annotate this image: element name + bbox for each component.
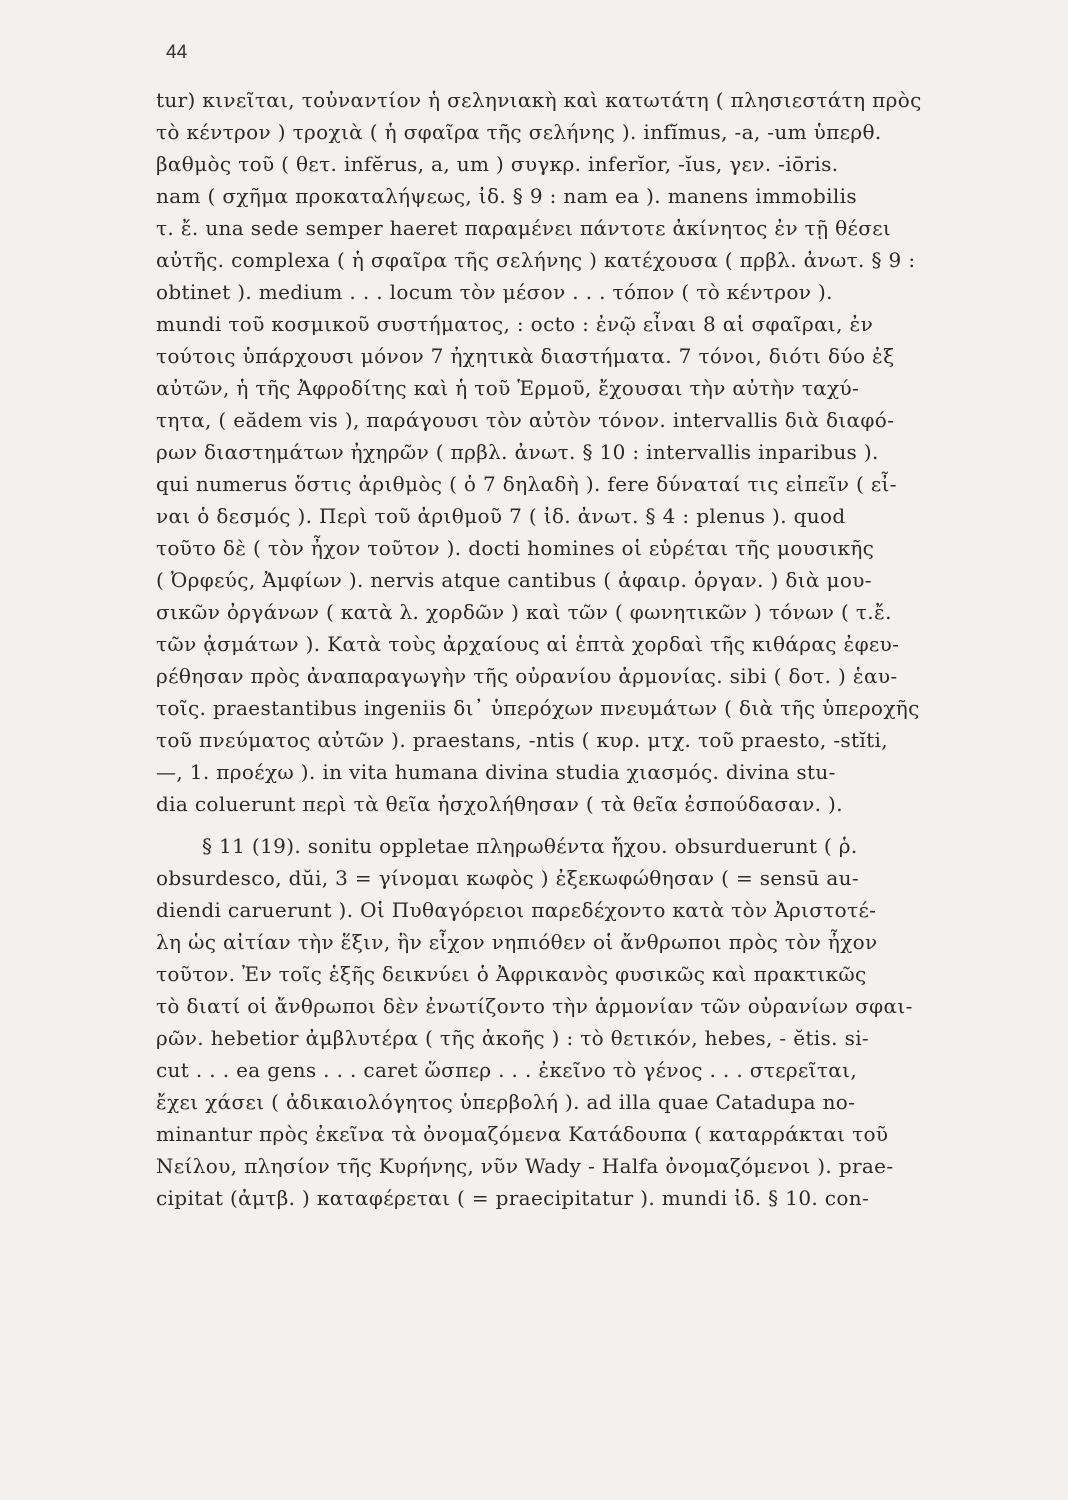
text-line: ρῶν. hebetior ἀμβλυτέρα ( τῆς ἀκοῆς ) : τὸ θετικόν, hebes, - ĕtis. si-	[156, 1026, 870, 1050]
text-line: τοῦ πνεύματος αὐτῶν ). praestans, -ntis ( κυρ. μτχ. τοῦ praesto, -stĭti,	[156, 728, 889, 752]
text-line: minantur πρὸς ἐκεῖνα τὰ ὀνομαζόμενα Κατάδουπα ( καταρράκται τοῦ	[156, 1122, 889, 1146]
text-line: obtinet ). medium . . . locum τὸν μέσον . . . τόπον ( τὸ κέντρον ).	[156, 280, 833, 304]
text-line: τὸ κέντρον ) τροχιὰ ( ἡ σφαῖρα τῆς σελήνης ). infĭmus, -a, -um ὑπερθ.	[156, 120, 882, 144]
text-line: diendi caruerunt ). Οἱ Πυθαγόρειοι παρεδέχοντο κατὰ τὸν Ἀριστοτέ-	[156, 898, 877, 922]
text-line: ρέθησαν πρὸς ἀναπαραγωγὴν τῆς οὐρανίου ἁρμονίας. sibi ( δοτ. ) ἑαυ-	[156, 664, 898, 688]
text-line: mundi τοῦ κοσμικοῦ συστήματος, : octo : ἐνῷ εἶναι 8 αἱ σφαῖραι, ἐν	[156, 312, 874, 336]
text-line: dia coluerunt περὶ τὰ θεῖα ἠσχολήθησαν ( τὰ θεῖα ἐσπούδασαν. ).	[156, 792, 843, 816]
text-line: —, 1. προέχω ). in vita humana divina studia χιασμός. divina stu-	[156, 760, 836, 784]
text-line: τούτοις ὑπάρχουσι μόνον 7 ἠχητικὰ διαστήματα. 7 τόνοι, διότι δύο ἐξ	[156, 344, 895, 368]
page-number: 44	[166, 42, 188, 63]
text-line: τὸ διατί οἱ ἄνθρωποι δὲν ἐνωτίζοντο τὴν ἁρμονίαν τῶν οὐρανίων σφαι-	[156, 994, 913, 1018]
text-line: σικῶν ὀργάνων ( κατὰ λ. χορδῶν ) καὶ τῶν ( φωνητικῶν ) τόνων ( τ.ἔ.	[156, 600, 892, 624]
text-line: τῶν ᾀσμάτων ). Κατὰ τοὺς ἀρχαίους αἱ ἑπτὰ χορδαὶ τῆς κιθάρας ἐφευ-	[156, 632, 900, 656]
text-line: τητα, ( eădem vis ), παράγουσι τὸν αὐτὸν τόνον. intervallis διὰ διαφό-	[156, 408, 895, 432]
text-line: qui numerus ὅστις ἀριθμὸς ( ὁ 7 δηλαδὴ ). fere δύναταί τις εἰπεῖν ( εἶ-	[156, 472, 897, 496]
text-line: ( Ὀρφεύς, Ἀμφίων ). nervis atque cantibus ( ἀφαιρ. ὀργαν. ) διὰ μου-	[156, 568, 872, 592]
text-line: λη ὡς αἰτίαν τὴν ἕξιν, ἣν εἶχον νηπιόθεν οἱ ἄνθρωποι πρὸς τὸν ἦχον	[156, 930, 878, 954]
text-line: ναι ὁ δεσμός ). Περὶ τοῦ ἀριθμοῦ 7 ( ἰδ. ἀνωτ. § 4 : plenus ). quod	[156, 504, 846, 528]
text-line: τοῖς. praestantibus ingeniis δι᾽ ὑπερόχων πνευμάτων ( διὰ τῆς ὑπεροχῆς	[156, 696, 920, 720]
paragraph-start-line: § 11 (19). sonitu oppletae πληρωθέντα ἤχου. obsurduerunt ( ῥ.	[202, 834, 858, 858]
text-line: αὐτῶν, ἡ τῆς Ἀφροδίτης καὶ ἡ τοῦ Ἑρμοῦ, ἔχουσαι τὴν αὐτὴν ταχύ-	[156, 376, 860, 400]
text-line: τοῦτο δὲ ( τὸν ἦχον τοῦτον ). docti homines οἱ εὑρέται τῆς μουσικῆς	[156, 536, 875, 560]
text-line: tur) κινεῖται, τοὐναντίον ἡ σεληνιακὴ καὶ κατωτάτη ( πλησιεστάτη πρὸς	[156, 88, 922, 112]
text-line: ἔχει χάσει ( ἀδικαιολόγητος ὑπερβολή ). ad illa quae Catadupa no-	[156, 1090, 856, 1114]
text-line: cut . . . ea gens . . . caret ὥσπερ . . . ἐκεῖνο τὸ γένος . . . στερεῖται,	[156, 1058, 858, 1082]
text-line: cipitat (ἀμτβ. ) καταφέρεται ( = praecipitatur ). mundi ἰδ. § 10. con-	[156, 1186, 870, 1210]
text-line: Νείλου, πλησίον τῆς Κυρήνης, νῦν Wady - Halfa ὀνομαζόμενοι ). prae-	[156, 1154, 894, 1178]
text-line: τοῦτον. Ἐν τοῖς ἑξῆς δεικνύει ὁ Ἀφρικανὸς φυσικῶς καὶ πρακτικῶς	[156, 962, 867, 986]
text-line: αὐτῆς. complexa ( ἡ σφαῖρα τῆς σελήνης ) κατέχουσα ( πρβλ. ἀνωτ. § 9 :	[156, 248, 916, 272]
text-line: βαθμὸς τοῦ ( θετ. infĕrus, a, um ) συγκρ. inferĭor, -ĭus, γεν. -iōris.	[156, 152, 839, 176]
text-line: ρων διαστημάτων ἠχηρῶν ( πρβλ. ἀνωτ. § 10 : intervallis inparibus ).	[156, 440, 879, 464]
text-line: τ. ἔ. una sede semper haeret παραμένει πάντοτε ἀκίνητος ἐν τῇ θέσει	[156, 216, 892, 240]
text-line: obsurdesco, dŭi, 3 = γίνομαι κωφὸς ) ἐξεκωφώθησαν ( = sensū au-	[156, 866, 859, 890]
text-line: nam ( σχῆμα προκαταλήψεως, ἰδ. § 9 : nam ea ). manens immobilis	[156, 184, 858, 208]
